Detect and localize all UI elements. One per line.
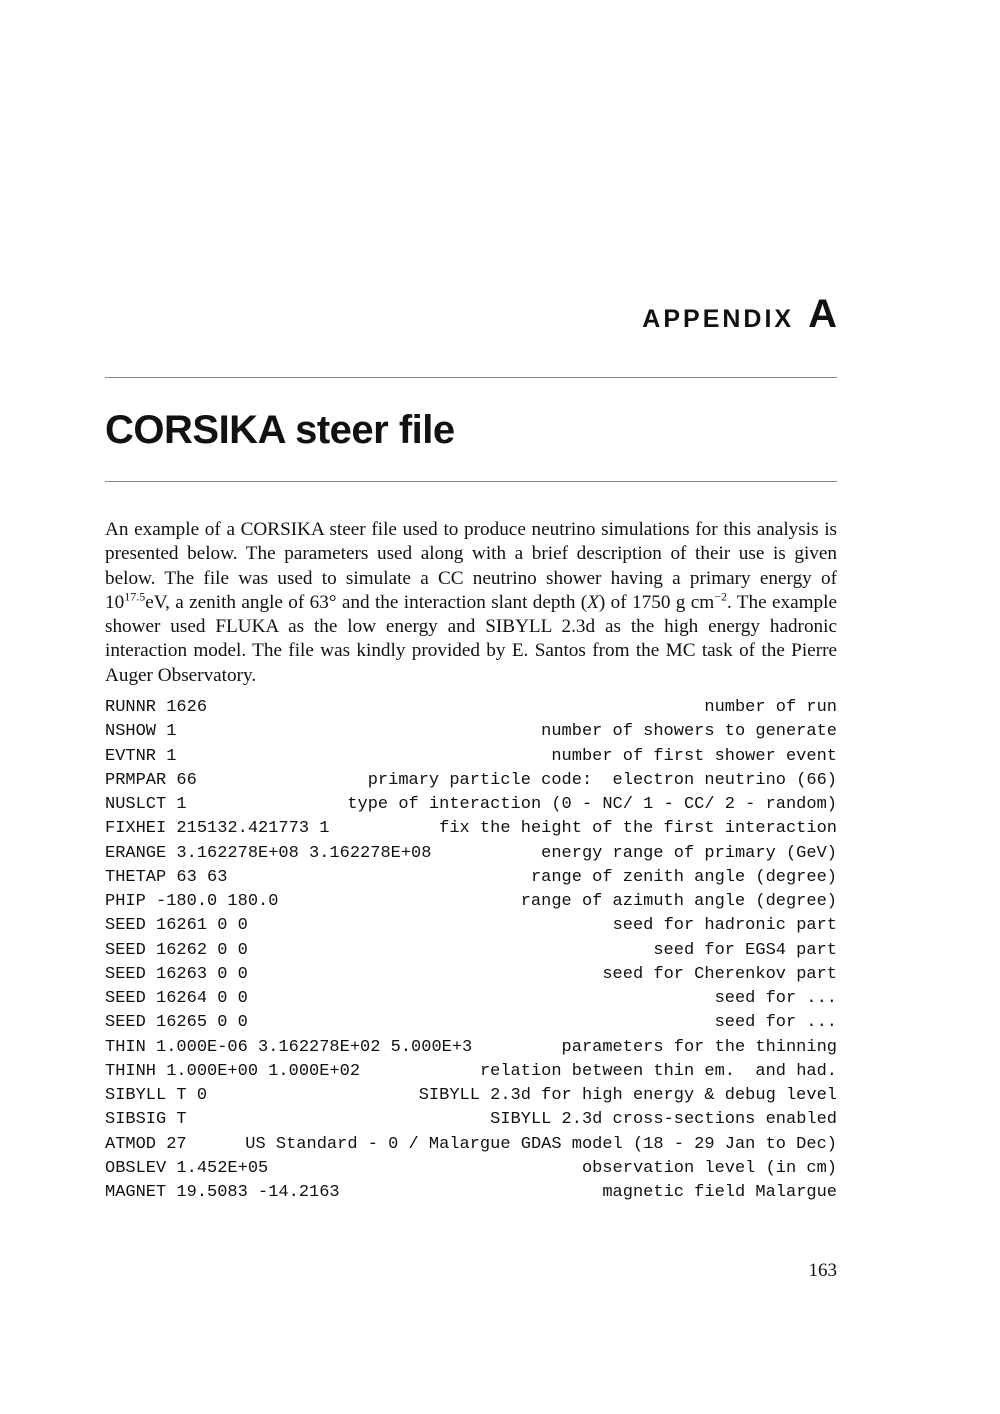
steer-parameter: SEED 16262 0 0 bbox=[105, 940, 248, 960]
steer-parameter: PRMPAR 66 bbox=[105, 770, 197, 790]
steer-description: US Standard - 0 / Malargue GDAS model (18 - 29 Jan to Dec) bbox=[245, 1134, 837, 1154]
intro-text-3: ) of 1750 g cm bbox=[598, 591, 715, 613]
steer-description: primary particle code: electron neutrino (66) bbox=[367, 770, 837, 790]
steer-parameter: EVTNR 1 bbox=[105, 746, 177, 766]
appendix-word: APPENDIX bbox=[642, 305, 795, 333]
steer-parameter: SIBSIG T bbox=[105, 1110, 187, 1130]
intro-paragraph bbox=[105, 518, 837, 688]
steer-parameter: NSHOW 1 bbox=[105, 722, 177, 742]
steer-parameter: SEED 16265 0 0 bbox=[105, 1013, 248, 1033]
steer-description: range of zenith angle (degree) bbox=[530, 867, 837, 887]
steer-parameter: ERANGE 3.162278E+08 3.162278E+08 bbox=[105, 843, 432, 863]
appendix-label bbox=[642, 292, 837, 337]
bottom-divider bbox=[105, 481, 837, 482]
steer-description: number of run bbox=[704, 698, 837, 717]
steer-description: type of interaction (0 - NC/ 1 - CC/ 2 - random) bbox=[347, 795, 837, 814]
steer-description: parameters for the thinning bbox=[561, 1037, 837, 1057]
depth-unit-exponent: −2 bbox=[714, 589, 727, 604]
steer-line bbox=[105, 1060, 837, 1084]
steer-description: magnetic field Malargue bbox=[602, 1183, 837, 1202]
steer-parameter: SEED 16264 0 0 bbox=[105, 989, 248, 1008]
steer-line bbox=[105, 720, 837, 744]
steer-description: seed for ... bbox=[714, 1013, 837, 1033]
steer-description: SIBYLL 2.3d for high energy & debug level bbox=[418, 1086, 837, 1105]
steer-line bbox=[105, 817, 837, 841]
steer-line bbox=[105, 769, 837, 793]
steer-line bbox=[105, 842, 837, 866]
intro-text-4: . The example shower used FLUKA as the low energy and SIBYLL 2.3d as the high energy hadronic interaction model. The file was kindly provided by E. Santos from the MC task of the Pierre Auger Observatory. bbox=[105, 591, 837, 686]
steer-line bbox=[105, 914, 837, 938]
steer-line bbox=[105, 1011, 837, 1035]
page-number: 163 bbox=[808, 1260, 837, 1281]
steer-description: relation between thin em. and had. bbox=[479, 1061, 837, 1081]
steer-line bbox=[105, 793, 837, 817]
steer-description: observation level (in cm) bbox=[581, 1158, 837, 1178]
steer-parameter: SEED 16263 0 0 bbox=[105, 964, 248, 984]
steer-line bbox=[105, 1084, 837, 1108]
steer-description: seed for EGS4 part bbox=[653, 940, 837, 960]
steer-line bbox=[105, 866, 837, 890]
steer-parameter: THIN 1.000E-06 3.162278E+02 5.000E+3 bbox=[105, 1037, 473, 1057]
depth-symbol: X bbox=[587, 591, 599, 613]
steer-line bbox=[105, 1133, 837, 1157]
steer-parameter: FIXHEI 215132.421773 1 bbox=[105, 819, 330, 839]
steer-line bbox=[105, 696, 837, 720]
steer-description: number of first shower event bbox=[551, 746, 837, 766]
intro-text-1: An example of a CORSIKA steer file used to produce neutrino simulations for this analysis is presented below. The parameters used along with a brief description of their use is given below. The file was used to simulate a CC neutrino shower having a primary energy of bbox=[105, 519, 837, 589]
steer-description: seed for Cherenkov part bbox=[602, 964, 837, 984]
steer-description: fix the height of the first interaction bbox=[439, 819, 837, 839]
steer-description: energy range of primary (GeV) bbox=[541, 843, 837, 863]
steer-description: seed for hadronic part bbox=[612, 916, 837, 936]
steer-file-listing bbox=[105, 696, 837, 1205]
steer-parameter: SEED 16261 0 0 bbox=[105, 916, 248, 936]
steer-parameter: NUSLCT 1 bbox=[105, 795, 187, 814]
steer-description: number of showers to generate bbox=[541, 722, 837, 742]
steer-parameter: THINH 1.000E+00 1.000E+02 bbox=[105, 1061, 361, 1081]
steer-parameter: MAGNET 19.5083 -14.2163 bbox=[105, 1183, 340, 1202]
steer-line bbox=[105, 890, 837, 914]
steer-parameter: ATMOD 27 bbox=[105, 1134, 187, 1154]
steer-line bbox=[105, 963, 837, 987]
steer-parameter: OBSLEV 1.452E+05 bbox=[105, 1158, 269, 1178]
energy-exponent: 17.5 bbox=[124, 589, 146, 604]
steer-description: SIBYLL 2.3d cross-sections enabled bbox=[490, 1110, 837, 1130]
steer-line bbox=[105, 1036, 837, 1060]
steer-line bbox=[105, 745, 837, 769]
appendix-letter: A bbox=[808, 292, 837, 336]
steer-line bbox=[105, 987, 837, 1011]
top-divider bbox=[105, 377, 837, 378]
steer-line bbox=[105, 939, 837, 963]
steer-description: range of azimuth angle (degree) bbox=[520, 892, 837, 911]
steer-parameter: RUNNR 1626 bbox=[105, 698, 208, 717]
steer-parameter: THETAP 63 63 bbox=[105, 867, 228, 887]
energy-base: 10 bbox=[105, 591, 125, 613]
steer-description: seed for ... bbox=[714, 989, 837, 1008]
steer-parameter: SIBYLL T 0 bbox=[105, 1086, 208, 1105]
chapter-title: CORSIKA steer file bbox=[105, 408, 455, 452]
steer-line bbox=[105, 1157, 837, 1181]
steer-line bbox=[105, 1181, 837, 1205]
steer-parameter: PHIP -180.0 180.0 bbox=[105, 892, 279, 911]
intro-text-2: eV, a zenith angle of 63° and the interaction slant depth ( bbox=[145, 591, 588, 613]
steer-line bbox=[105, 1108, 837, 1132]
